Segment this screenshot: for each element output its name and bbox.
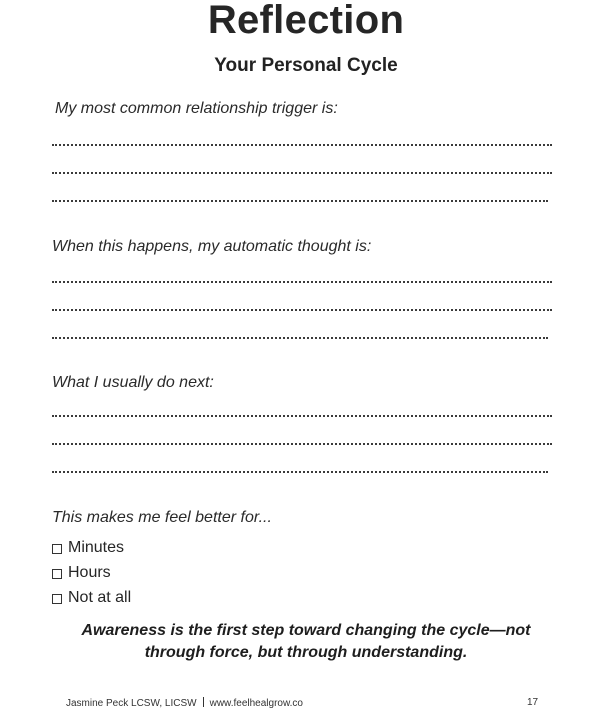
answer-line[interactable] bbox=[52, 309, 552, 311]
footer-website[interactable]: www.feelhealgrow.co bbox=[209, 698, 303, 709]
closing-line-1: Awareness is the first step toward changing the cycle—not bbox=[81, 622, 531, 639]
option-minutes[interactable] bbox=[52, 538, 124, 558]
option-label: Hours bbox=[68, 564, 111, 581]
answer-line[interactable] bbox=[52, 415, 552, 417]
answer-line[interactable] bbox=[52, 337, 548, 339]
answer-line[interactable] bbox=[52, 144, 552, 146]
prompt-what-next: What I usually do next: bbox=[52, 374, 214, 391]
page-subtitle: Your Personal Cycle bbox=[214, 55, 398, 76]
closing-line-2: through force, but through understanding. bbox=[144, 644, 468, 661]
footer-author: Jasmine Peck LCSW, LICSW bbox=[66, 698, 197, 709]
option-hours[interactable] bbox=[52, 563, 111, 583]
prompt-automatic-thought: When this happens, my automatic thought is: bbox=[52, 238, 372, 255]
page-number: 17 bbox=[527, 697, 539, 708]
checkbox-icon[interactable] bbox=[52, 544, 62, 554]
checkbox-icon[interactable] bbox=[52, 594, 62, 604]
footer-credit bbox=[66, 697, 303, 710]
prompt-feel-better: This makes me feel better for... bbox=[52, 509, 272, 526]
answer-line[interactable] bbox=[52, 200, 548, 202]
answer-line[interactable] bbox=[52, 281, 552, 283]
option-not-at-all[interactable] bbox=[52, 588, 131, 608]
answer-line[interactable] bbox=[52, 471, 548, 473]
checkbox-icon[interactable] bbox=[52, 569, 62, 579]
option-label: Minutes bbox=[68, 539, 125, 556]
answer-line[interactable] bbox=[52, 172, 552, 174]
prompt-trigger: My most common relationship trigger is: bbox=[55, 100, 338, 117]
closing-statement bbox=[40, 620, 572, 664]
footer-divider bbox=[203, 697, 204, 707]
page-title: Reflection bbox=[207, 0, 405, 42]
answer-line[interactable] bbox=[52, 443, 552, 445]
option-label: Not at all bbox=[68, 589, 132, 606]
